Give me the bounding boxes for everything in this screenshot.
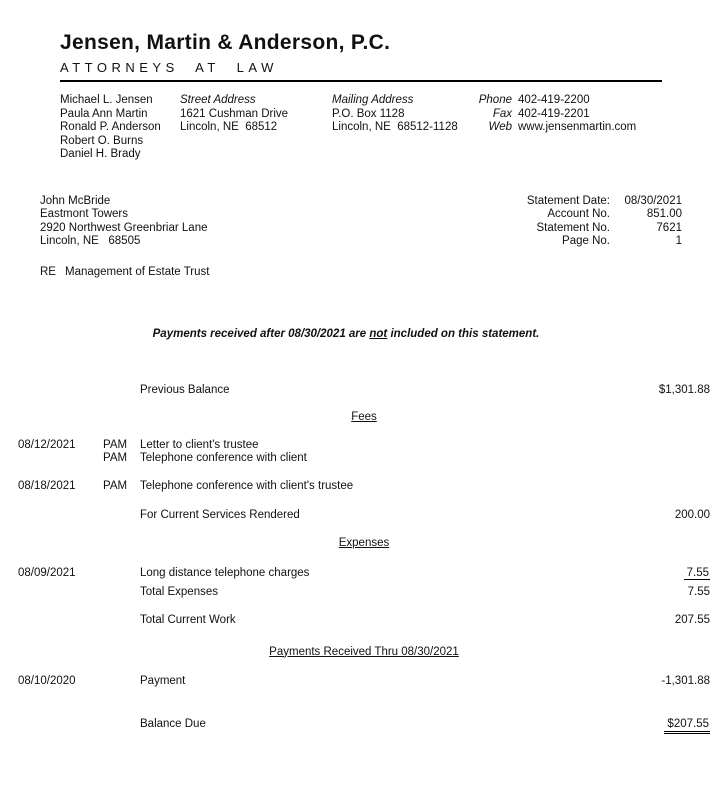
- attorney-name: Robert O. Burns: [60, 134, 144, 147]
- attorney-list: [60, 94, 180, 162]
- fee-row: [18, 480, 710, 494]
- recipient-address: [40, 195, 208, 249]
- balance-due-amount: $207.55: [664, 718, 710, 734]
- recipient-address-line: 2920 Northwest Greenbriar Lane: [40, 221, 208, 234]
- fee-date: 08/12/2021: [18, 438, 76, 451]
- fees-section-heading: [18, 411, 710, 425]
- attorney-name: Michael L. Jensen: [60, 94, 153, 106]
- statement-no-row: [490, 222, 682, 236]
- mailing-address-block: [332, 94, 460, 162]
- statement-date-label: Statement Date:: [526, 194, 610, 207]
- statement-body: [0, 384, 720, 732]
- fee-initials: PAM: [103, 479, 128, 492]
- fee-description: Letter to client's trustee: [140, 438, 259, 451]
- notice-text: included on this statement.: [387, 328, 540, 340]
- mailing-address-line: Lincoln, NE 68512-1128: [332, 121, 458, 133]
- previous-balance-row: [18, 384, 710, 398]
- fee-row: [18, 452, 710, 466]
- expense-description: Long distance telephone charges: [140, 567, 310, 579]
- web-row: [460, 121, 636, 135]
- fee-description: Telephone conference with client's trustee: [140, 479, 354, 492]
- fees-total-row: [18, 509, 710, 523]
- mailing-address-line: P.O. Box 1128: [332, 107, 405, 120]
- recipient-address-line: Lincoln, NE 68505: [40, 235, 141, 247]
- firm-info-row: [0, 94, 720, 162]
- statement-no-label: Statement No.: [536, 221, 610, 234]
- letterhead: [0, 0, 720, 75]
- expenses-total-label: Total Expenses: [140, 585, 218, 598]
- street-address-label: Street Address: [180, 94, 256, 106]
- fee-row: [18, 439, 710, 453]
- expense-amount: 7.55: [684, 567, 710, 580]
- firm-tagline: ATTORNEYS AT LAW: [60, 60, 278, 75]
- account-no-row: [490, 208, 682, 222]
- balance-due-label: Balance Due: [140, 717, 206, 730]
- previous-balance-amount: $1,301.88: [658, 383, 710, 396]
- attorney-name: Ronald P. Anderson: [60, 121, 161, 133]
- expense-row: [18, 567, 710, 581]
- firm-name: Jensen, Martin & Anderson, P.C.: [60, 31, 391, 54]
- payment-description: Payment: [140, 675, 186, 687]
- payments-notice: [0, 328, 720, 342]
- re-subject: Management of Estate Trust: [65, 265, 210, 278]
- account-no-label: Account No.: [547, 208, 610, 220]
- contact-block: [460, 94, 636, 162]
- payments-section-heading: [18, 646, 710, 660]
- expenses-total-amount: 7.55: [687, 585, 710, 598]
- total-current-work-amount: 207.55: [674, 614, 710, 626]
- balance-due-row: [18, 718, 710, 732]
- page-no-label: Page No.: [562, 235, 610, 247]
- street-address-line: 1621 Cushman Drive: [180, 107, 289, 120]
- previous-balance-label: Previous Balance: [140, 383, 230, 396]
- phone-number: 402-419-2200: [518, 94, 590, 106]
- page-no-value: 1: [675, 235, 682, 247]
- notice-underlined-word: not: [369, 328, 388, 340]
- attorney-name: Daniel H. Brady: [60, 148, 141, 160]
- total-current-work-label: Total Current Work: [140, 614, 236, 626]
- fax-label: Fax: [492, 107, 512, 120]
- account-no-value: 851.00: [646, 208, 682, 220]
- attorney-name: Paula Ann Martin: [60, 107, 148, 120]
- web-url: www.jensenmartin.com: [518, 121, 637, 133]
- page-no-row: [490, 235, 682, 249]
- fee-description: Telephone conference with client: [140, 452, 307, 464]
- statement-no-value: 7621: [656, 221, 682, 234]
- street-address-line: Lincoln, NE 68512: [180, 121, 278, 133]
- payment-amount: -1,301.88: [661, 675, 710, 687]
- street-address-block: [180, 94, 332, 162]
- statement-date-row: [490, 195, 682, 209]
- recipient-meta-row: [0, 195, 720, 249]
- re-label: RE: [40, 265, 56, 278]
- re-line: [0, 266, 720, 280]
- recipient-address-line: Eastmont Towers: [40, 208, 128, 220]
- fax-row: [460, 108, 636, 122]
- web-label: Web: [488, 121, 512, 133]
- statement-date-value: 08/30/2021: [624, 194, 682, 207]
- letterhead-rule: [60, 80, 662, 82]
- fee-initials: PAM: [103, 438, 128, 451]
- expense-date: 08/09/2021: [18, 567, 76, 579]
- expenses-heading-text: Expenses: [338, 536, 390, 549]
- phone-row: [460, 94, 636, 108]
- fees-heading-text: Fees: [351, 411, 377, 423]
- fee-date: 08/18/2021: [18, 479, 76, 492]
- expenses-total-row: [18, 586, 710, 600]
- expenses-section-heading: [18, 537, 710, 551]
- fees-total-amount: 200.00: [674, 509, 710, 521]
- total-current-work-row: [18, 614, 710, 628]
- phone-label: Phone: [478, 94, 512, 106]
- fees-total-label: For Current Services Rendered: [140, 509, 300, 521]
- payment-row: [18, 675, 710, 689]
- fax-number: 402-419-2201: [518, 107, 590, 120]
- notice-text: Payments received after 08/30/2021 are: [152, 328, 370, 340]
- fee-initials: PAM: [103, 452, 128, 464]
- payment-date: 08/10/2020: [18, 675, 76, 687]
- payments-heading-text: Payments Received Thru 08/30/2021: [269, 645, 459, 658]
- recipient-name: John McBride: [40, 194, 111, 207]
- statement-meta: [490, 195, 682, 249]
- mailing-address-label: Mailing Address: [332, 94, 414, 106]
